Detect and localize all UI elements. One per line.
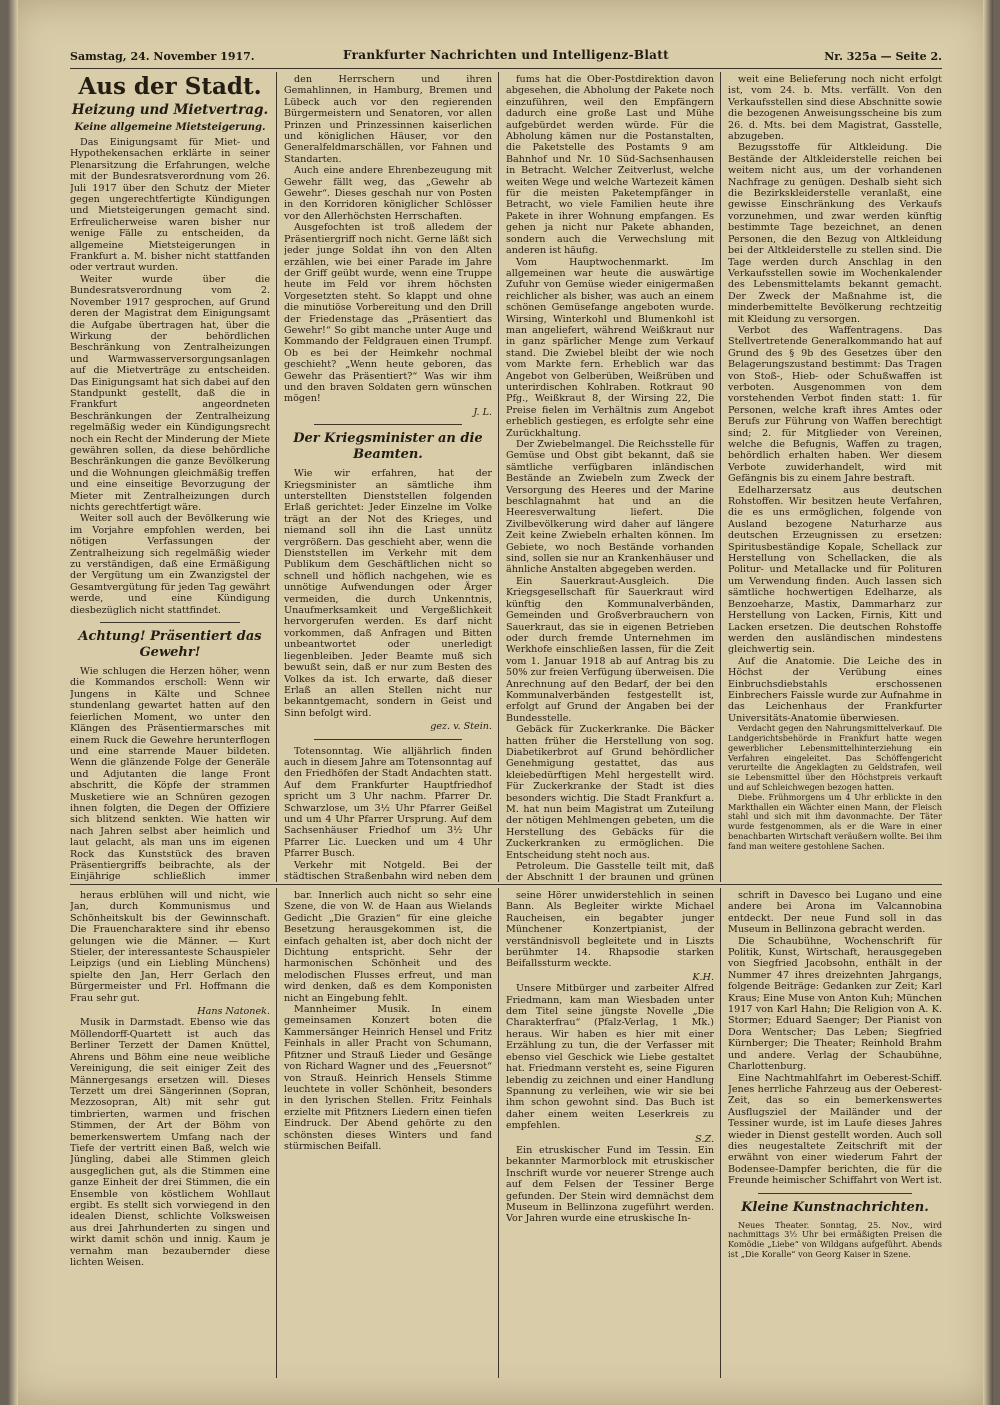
column-rule: [720, 72, 721, 882]
article-paragraph: Totensonntag. Wie alljährlich finden auch in diesem Jahre am Totensonntag auf den Friedhöfen der Stadt Andachten statt. Auf dem Frankfurter Hauptfriedhof spricht um 3 Uhr nachm. Pfarrer Dr. Schwarzlose, um 3½ Uhr Pfarrer Geißel und um 4 Uhr Pfarrer Ursprung. Auf dem Sachsenhäuser Friedhof um 3½ Uhr Pfarrer Lic. Luecken und um 4 Uhr Pfarrer Busch.: [284, 745, 492, 860]
article-headline: Heizung und Mietvertrag.: [71, 102, 269, 118]
author-signature: S.Z.: [695, 1133, 714, 1145]
feuilleton-column-3: [506, 890, 714, 1378]
column-1: [70, 74, 270, 882]
article-paragraph: fums hat die Ober-Postdirektion davon abgesehen, die Abholung der Pakete noch einzuführen, weil den Empfängern dadurch eine große Last und Mühe aufgebürdet werden würde. Für die Abholung kämen nur die Postanstalten, die Paketstelle des Postamts 9 am Bahnhof und Nr. 10 Süd-Sachsenhausen in Betracht. Welcher Zeitverlust, welche weiten Wege und welche Wartezeit kämen für die meisten Paketempfänger in Betracht, wo viele Familien heute ihre Pakete in ihrer Wohnung empfangen. Es gehen ja nicht nur Pakete abhanden, sondern auch die Verwechslung mit anderen ist häufig.: [506, 74, 714, 257]
article-paragraph: Unsere Mitbürger und zarbeiter Alfred Friedmann, kam man Wiesbaden unter dem Titel seine jüngste Novelle „Die Charakterfrau“ (Pfalz-Verlag, 1 Mk.) heraus. Wir haben es hier mit einer Erzählung zu tun, die der Verfasser mit ebenso viel Geschick wie Liebe gestaltet hat. Friedmann versteht es, seine Figuren lebendig zu zeichnen und einer Handlung Spannung zu verleihen, wie wir sie bei ihm schon gewohnt sind. Das Buch ist daher einem weiten Leserkreis zu empfehlen.: [506, 983, 714, 1132]
article-paragraph: bar. Innerlich auch nicht so sehr eine Szene, die von W. de Haan aus Wielands Gedicht „Die Grazien“ für eine gleiche Besetzung herausgekommen ist, die einfach gehalten ist, aber doch nicht der Dichtung entspricht. Sehr der harmonischen Schönheit und des melodischen Flusses erfreut, und man wird denken, daß es dem Komponisten nicht an Eingebung fehlt.: [284, 890, 492, 1004]
article-paragraph: Das Einigungsamt für Miet- und Hypothekensachen erklärte in seiner Plenarsitzung die Erfahrungen, welche mit der Bundesratsverordnung vom 26. Juli 1917 über den Schutz der Mieter gegen ungerechtfertigte Kündigungen und Mietsteigerungen gemacht sind. Erfreulicherweise waren bisher nur wenige Fälle zu entscheiden, da allgemeine Mietsteigerungen in Frankfurt a. M. bisher nicht stattfanden oder vertraut wurden.: [70, 137, 270, 274]
column-rule: [720, 888, 721, 1378]
article-paragraph: Verbot des Waffentragens. Das Stellvertretende Generalkommando hat auf Grund des § 9b des Gesetzes über den Belagerungszustand bestimmt: Das Tragen von Stoß-, Hieb- oder Schußwaffen ist verboten. Ausgenommen von dem vorstehenden Verbot finden statt: 1. für Personen, welche kraft ihres Amtes oder Berufs zur Führung von Waffen berechtigt sind; 2. für Mitglieder von Vereinen, welche die Befugnis, Waffen zu tragen, behördlich erhalten haben. Wer diesem Verbote zuwiderhandelt, wird mit Gefängnis bis zu einem Jahre bestraft.: [728, 324, 942, 485]
article-paragraph: Bezugsstoffe für Altkleidung. Die Bestände der Altkleiderstelle reichen bei weitem nicht aus, um der vorhandenen Nachfrage zu genügen. Deshalb sieht sich die Bezirkskleiderstelle veranlaßt, eine gewisse Einschränkung des Verkaufs vorzunehmen, und zwar werden künftig bestimmte Tage bezeichnet, an denen Personen, die den Bezug von Altkleidung bei der Altkleiderstelle zu stellen sind. Die Tage werden durch Anschlag in den Verkaufsstellen sowie im Wochenkalender des Lebensmittelamts bekannt gemacht. Der Zweck der Maßnahme ist, die minderbemittelte Bevölkerung rechtzeitig mit Kleidung zu versorgen.: [728, 142, 942, 325]
author-signature: J. L.: [473, 406, 492, 418]
article-paragraph: Weiter wurde über die Bundesratsverordnung vom 2. November 1917 gesprochen, auf Grund deren der Magistrat dem Einigungsamt die Aufgabe übertragen hat, über die Wirkung der behördlichen Beschränkung von Zentralheizungen und Warmwasserversorgungsanlagen auf die Mietverträge zu entscheiden. Das Einigungsamt hat sich dabei auf den Standpunkt gestellt, daß die in Frankfurt angeordneten Beschränkungen der Zentralheizung regelmäßig weder ein Kündigungsrecht noch ein Recht der Minderung der Miete gewähren sollen, da diese behördliche Beschränkungen die ganze Bevölkerung und die Wohnungen gleichmäßig treffen und eine einseitige Bevorzugung der Mieter mit Zentralheizungen durch nichts gerechtfertigt wäre.: [70, 273, 270, 513]
column-rule: [276, 72, 277, 882]
author-signature: K.H.: [692, 971, 714, 983]
article-paragraph: Mannheimer Musik. In einem gemeinsamen Konzert boten die Kammersänger Heinrich Hensel und Fritz Feinhals in aller Pracht von Schumann, Pfitzner und Strauß Lieder und Gesänge von Richard Wagner und des „Feuersnot“ von Strauß. Heinrich Hensels Stimme leuchtete in voller Schönheit, besonders in den lyrischen Stellen. Fritz Feinhals erzielte mit Pfitzners Liedern einen tiefen Eindruck. Der Abend gehörte zu den schönsten dieses Winters und fand stürmischen Beifall.: [284, 1004, 492, 1152]
article-paragraph: Die Schaubühne, Wochenschrift für Politik, Kunst, Wirtschaft, herausgegeben von Siegfried Jacobsohn, enthält in der Nummer 47 ihres dreizehnten Jahrgangs, folgende Beiträge: Gedanken zur Zeit; Karl Kraus; Eine Muse von Anton Kuh; München 1917 von Karl Hahn; Die Religion von A. K. Stormer; Eduard Saenger; Der Pianist von Dora Wentscher; Das Leben; Siegfried Kürnberger; Die Theater; Reinhold Brahm und andere. Verlag der Schaubühne, Charlottenburg.: [728, 935, 942, 1073]
author-signature: Hans Natonek.: [197, 1006, 270, 1018]
column-3: [506, 74, 714, 882]
article-paragraph: Ein etruskischer Fund im Tessin. Ein bekannter Marmorblock mit etruskischer Inschrift wurde vor neuerer Strenge auch auf dem Felsen der Tessiner Berge gefunden. Der Stein wird demnächst dem Museum in Bellinzona zugeführt werden. Vor Jahren wurde eine etruskische In-: [506, 1144, 714, 1225]
issue-number: Nr. 325a — Seite 2.: [824, 50, 942, 63]
column-rule: [498, 888, 499, 1378]
article-headline: Der Kriegsminister an die Beamten.: [293, 431, 483, 463]
article-paragraph: Auf die Anatomie. Die Leiche des in Höchst der Verübung eines Einbruchsdiebstahls erschossenen Einbrechers Faissle wurde zur Aufnahme in das Leichenhaus der Frankfurter Universitäts-Anatomie überwiesen.: [728, 655, 942, 724]
article-headline: Kleine Kunstnachrichten.: [741, 1199, 929, 1215]
article-kicker: Keine allgemeine Mietsteigerung.: [74, 122, 266, 133]
column-2: [284, 74, 492, 882]
feuilleton-column-2: [284, 890, 492, 1378]
article-paragraph: Weiter soll auch der Bevölkerung wie im Vorjahre empfohlen werden, bei nötigen Verfassungen der Zentralheizung sich regelmäßig wieder zu verständigen, daß eine Ermäßigung der Vergütung um ein Zwanzigstel der Gesamtvergütung für jeden Tag gewährt werde, und eine Kündigung diesbezüglich nicht stattfindet.: [70, 513, 270, 616]
article-paragraph: seine Hörer unwiderstehlich in seinen Bann. Als Begleiter wirkte Michael Raucheisen, ein begabter junger Münchener Konzertpianist, der verständnisvoll begleitete und in Liszts berühmter 14. Rhapsodie starken Beifallssturm weckte.: [506, 890, 714, 970]
article-headline: Achtung! Präsentiert das Gewehr!: [78, 629, 262, 661]
article-paragraph: Wie schlugen die Herzen höher, wenn die Kommandos erscholl: Wenn wir Jungens in Kälte und Schnee stundenlang gewartet hatten auf den feierlichen Moment, wo unter den Klängen des Präsentiermarsches mit einem Ruck die Gewehre herunterflogen und eine starrende Mauer bildeten. Wenn die glänzende Folge der Generäle und Adjutanten die lange Front abschritt, die Köpfe der strammen Musketiere wie an Schnüren gezogen ihnen folgten, die Degen der Offiziere sich blitzend senkten. Wie hatten wir nach Jahren selbst aber heimlich und laut gelacht, als man uns im eigenen Rock das Kunststück des braven Präsentiergriffs beibrachte, als der Einjährige schließlich immer: [70, 666, 270, 882]
article-paragraph: Ein Sauerkraut-Ausgleich. Die Kriegsgesellschaft für Sauerkraut wird künftig den Kommunalverbänden, Gemeinden und Großverbrauchern von Sauerkraut, das sie in eigenen Betrieben oder durch fremde Unternehmen im Werkhofe einschließen lassen, für die Zeit vom 1. Januar 1918 ab auf Antrag bis zu 50% zur freien Verfügung überweisen. Die Anrechnung auf den Bedarf, der bei den Kommunalverbänden festgestellt ist, erfolgt auf Grund der Angaben bei der Bundesstelle.: [506, 575, 714, 724]
article-paragraph: Musik in Darmstadt. Ebenso wie das Möllendorff-Quartett ist auch das Berliner Terzett der Damen Knüttel, Ahrens und Böhm eine neue weibliche Vereinigung, die seit einiger Zeit des Männergesangs ersetzen will. Dieses Terzett um drei Sängerinnen (Sopran, Mezzosopran, Alt) mit sehr gut timbrierten, warmen und frischen Stimmen, der Art der Böhm von bemerkenswertem Umfang nach der Tiefe der vertritt einen Baß, welch wie Jüngling, dabei alle Stimmen gleich ausgeglichen gut, als die Stimmen eine ganze Einheit der drei Stimmen, die ein Ensemble von köstlichem Wohllaut ergibt. Es stellt sich vorwiegend in den idealen Dienst, schlichte Volksweisen aus drei Jahrhunderten zu singen und wirkt damit schön und innig. Kaum je vernahm man bezaubernder diese lichten Weisen.: [70, 1017, 270, 1268]
article-paragraph: Eine Nachtmahlfahrt im Oeberest-Schiff. Jenes herrliche Fahrzeug aus der Oeberest-Zeit, das so ein bemerkenswertes Ausflugsziel der Mailänder und der Tessiner wurde, ist im Laufe dieses Jahres wieder in Dienst gestellt worden. Auch soll dies neugestaltete Zeitschrift mit der erwähnt von einer wiederum Fahrt der Bodensee-Dampfer berichten, die für die Freunde heimischer Schiffahrt von Wert ist.: [728, 1072, 942, 1187]
newspaper-page: [8, 0, 993, 1405]
article-separator: [314, 424, 462, 425]
article-paragraph: heraus erblühen will und nicht, wie Jan, durch Kommunismus und Schönheitskult bis der Gewinnschaft. Die Frauencharaktere sind ihr ebenso gelungen wie die Männer. — Kurt Stieler, der interessanteste Schauspieler Leipzigs (und ein Liebling Münchens) spielte den Jan, Herr Gerlach den Bürgermeister und Frl. Hoffmann die Frau sehr gut.: [70, 890, 270, 1004]
article-paragraph: Edelharzersatz aus deutschen Rohstoffen. Wir besitzen heute Verfahren, die es uns ermöglichen, folgende von Ausland bezogene Naturharze aus deutschen Erzeugnissen zu ersetzen: Spiritusbeständige Kopale, Schellack zur Herstellung von Schellacken, die als Politur- und Metallacke und für Polituren um Verwendung finden. Auch lassen sich sämtliche hochwertigen Edelharze, als Benzoeharze, Mastix, Dammarharz zur Herstellung von Lacken, Firnis, Kitt und Lacken ersetzen. Die deutschen Rohstoffe werden den ausländischen mindestens gleichwertig sein.: [728, 484, 942, 656]
author-signature: gez. v. Stein.: [430, 721, 492, 733]
column-rule: [276, 888, 277, 1378]
article-paragraph: Neues Theater. Sonntag, 25. Nov., wird nachmittags 3½ Uhr bei ermäßigten Preisen die Komödie „Liebe“ von Wildgans aufgeführt. Abends ist „Die Koralle“ von Georg Kaiser in Szene.: [728, 1219, 942, 1259]
article-separator: [314, 739, 462, 740]
article-separator: [758, 1193, 912, 1194]
feuilleton-column-4: [728, 890, 942, 1378]
feuilleton-column-1: [70, 890, 270, 1378]
section-title: Aus der Stadt.: [78, 74, 262, 100]
page-header: [70, 46, 942, 69]
article-paragraph: Der Zwiebelmangel. Die Reichsstelle für Gemüse und Obst gibt bekannt, daß sie sämtliche verfügbaren inländischen Bestände an Zwiebeln zum Zweck der Versorgung des Heeres und der Marine beschlagnahmt hat und an die Heeresverwaltung liefert. Die Zivilbevölkerung wird daher auf längere Zeit keine Zwiebeln erhalten können. Im Gebiete, wo noch Bestände vorhanden sind, sollen sie nur an Krankenhäuser und ähnliche Anstalten abgegeben werden.: [506, 439, 714, 576]
article-paragraph: schrift in Davesco bei Lugano und eine andere bei Arona im Valcannobina entdeckt. Der neue Fund soll in das Museum in Bellinzona gebracht werden.: [728, 890, 942, 936]
article-paragraph: Ausgefochten ist troß alledem der Präsentiergriff noch nicht. Gerne läßt sich jeder junge Soldat ihn von den Alten erzählen, wie bei einer Parade im Jahre der Griff geübt wurde, wenn eine Truppe heute im Feld vor ihrem höchsten Vorgesetzten steht. So klappt und ohne die minutiöse Vorbereitung und den Drill der Friedenstage das „Präsentiert das Gewehr!“ So gibt manche unter Auge und Kommando der Feldgrauen einen Trumpf. Ob es bei der Heimkehr nochmal geschieht? „Wenn heute geboren, das Gewehr das Präsentiert?“ Was wir ihm und den braven Soldaten gern wünschen mögen!: [284, 222, 492, 405]
section-divider: [70, 884, 942, 885]
article-paragraph: Verdacht gegen den Nahrungsmittelverkauf. Die Landgerichtsbehörde in Frankfurt hatte wegen gewerblicher Lebensmittelhinterziehung ein Verfahren eingeleitet. Das Schöffengericht verurteilte die Angeklagten zu Geldstrafen, weil sie Lebensmittel über den Höchstpreis verkauft und auf Schleichwegen bezogen hatten.: [728, 723, 942, 792]
article-separator: [100, 622, 240, 623]
article-paragraph: den Herrschern und ihren Gemahlinnen, in Hamburg, Bremen und Lübeck auch vor den regierenden Bürgermeistern und Senatoren, vor allen Prinzen und Prinzessinnen kaiserlichen und königlichen Häuser, vor den Generalfeldmarschällen, vor Fahnen und Standarten.: [284, 74, 492, 165]
article-paragraph: weit eine Belieferung noch nicht erfolgt ist, vom 24. b. Mts. verfällt. Von den Verkaufsstellen sind diese Abschnitte sowie die bezogenen Anweisungsscheine bis zum 26. d. Mts. bei dem Magistrat, Gasstelle, abzugeben.: [728, 74, 942, 143]
column-4: [728, 74, 942, 882]
article-paragraph: Diebe. Frühmorgens um 4 Uhr erblickte in den Markthallen ein Wächter einen Mann, der Fleisch stahl und sich mit ihm davonmachte. Der Täter wurde festgenommen, als er die Ware in einer benachbarten Wirtschaft veräußern wollte. Bei ihm fand man weitere gestohlene Sachen.: [728, 791, 942, 851]
issue-date: Samstag, 24. November 1917.: [70, 50, 255, 63]
article-paragraph: Auch eine andere Ehrenbezeugung mit Gewehr fällt weg, das „Gewehr ab Gewehr“. Dieses geschah nur von Posten in den Korridoren königlicher Schlösser vor den Allerhöchsten Herrschaften.: [284, 165, 492, 222]
article-paragraph: Vom Hauptwochenmarkt. Im allgemeinen war heute die auswärtige Zufuhr von Gemüse wieder einigermaßen reichlicher als bisher, was auch an einem schönen Gemüsefange angeboten wurde. Wirsing, Winterkohl und Blumenkohl ist man angeliefert, während Weißkraut nur in ganz spärlicher Menge zum Verkauf stand. Die Zwiebel bleibt der wie noch vom Markte fern. Erheblich war das Angebot von Gelberüben, Weißrüben und unterirdischen Kohlraben. Rotkraut 90 Pfg., Weißkraut 8, der Wirsing 22, Die Preise fielen im Verhältnis zum Angebot erheblich gestiegen, es erfolgte sehr eine Zurückhaltung.: [506, 256, 714, 439]
column-rule: [498, 72, 499, 882]
page-edge-right: [983, 0, 993, 1405]
article-paragraph: Gebäck für Zuckerkranke. Die Bäcker hatten früher die Herstellung von sog. Diabetikerbrot auf Grund behördlicher Genehmigung gestattet, das aus kleiebedürftigen Mehl hergestellt wird. Für Zuckerkranke der Stadt ist dies besonders wichtig. Die Stadt Frankfurt a. M. hat nun beim Magistrat um Zuteilung der nötigen Mehlmengen gebeten, um die Herstellung des Gebäcks für die Zuckerkranken zu ermöglichen. Die Entscheidung steht noch aus.: [506, 724, 714, 861]
newspaper-title: Frankfurter Nachrichten und Intelligenz-Blatt: [343, 48, 669, 62]
article-paragraph: Verkehr mit Notgeld. Bei der städtischen Straßenbahn wird neben dem: [284, 859, 492, 882]
article-paragraph: Wie wir erfahren, hat der Kriegsminister an sämtliche ihm unterstellten Dienststellen folgenden Erlaß gerichtet: Jeder Einzelne im Volke trägt an der Not des Krieges, und niemand soll ihn die Last unnütz vergrößern. Das geschieht aber, wenn die Dienststellen im Verkehr mit dem Publikum dem Geschäftlichen nicht so schnell und höflich nachgehen, wie es unnötige Aufwendungen oder Ärger vermeiden, die durch Unkenntnis, Unaufmerksamkeit und Vergeßlichkeit hervorgerufen werden. Es darf nicht vorkommen, daß Anfragen und Bitten unbeantwortet oder unerledigt liegenbleiben. Jeder Beamte muß sich bewußt sein, daß er nur zum Besten des Volkes da ist. Ich erwarte, daß dieser Erlaß an allen Stellen nicht nur bekanntgemacht, sondern in Geist und Sinn befolgt wird.: [284, 468, 492, 719]
article-paragraph: Petroleum. Die Gasstelle teilt mit, daß der Abschnitt 1 der braunen und grünen: [506, 861, 714, 882]
page-edge-left: [8, 0, 18, 1405]
